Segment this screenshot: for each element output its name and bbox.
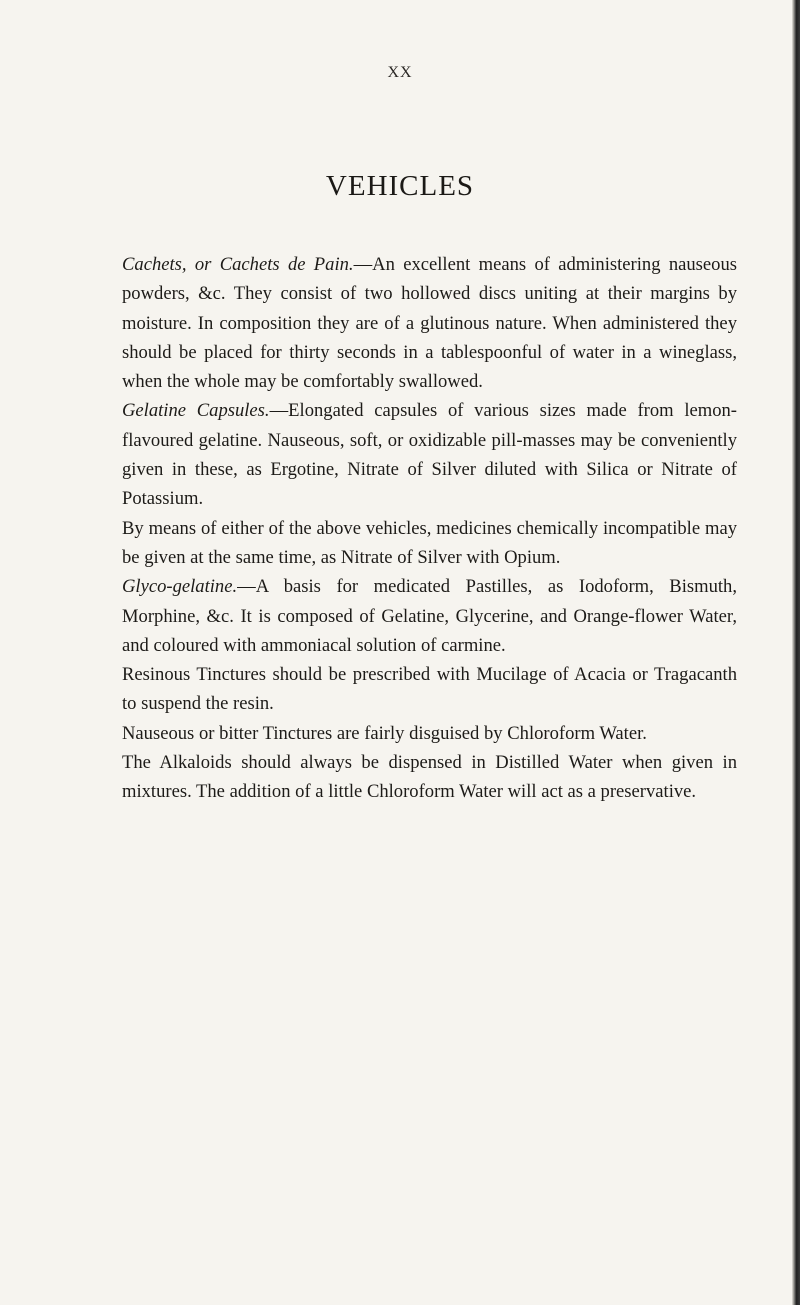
section-heading: VEHICLES (325, 170, 475, 202)
page-number: XX (387, 64, 413, 81)
paragraph-text: Nauseous or bitter Tinctures are fairly disguised by Chloroform Water. (122, 722, 647, 744)
page-edge-shadow (792, 0, 800, 1305)
paragraph-resinous-tinctures (122, 660, 737, 719)
paragraph-title: Glyco-gelatine. (122, 576, 238, 598)
paragraph-text: —A basis for medicated Pastilles, as Iodoform, Bismuth, Morphine, &c. It is composed of Gelatine, Glycerine, and Orange-flower Water, and coloured with ammoniacal solution of carmine. (122, 576, 737, 656)
paragraph-text: —Elongated capsules of various sizes made from lemon-flavoured gelatine. Nauseous, soft, or oxidizable pill-masses may be conveniently given in these, as Ergotine, Nitrate of Silver diluted with Silica or Nitrate of Potassium. (122, 400, 737, 510)
paragraph-title: Cachets, or Cachets de Pain. (122, 254, 354, 275)
paragraph-title: Gelatine Capsules. (122, 400, 270, 422)
paragraph-alkaloids (122, 748, 737, 807)
paragraph-text: —An excellent means of administering nauseous powders, &c. They consist of two hollowed discs uniting at their margins by moisture. In composition they are of a glutinous nature. When administered they should be placed for thirty seconds in a tablespoonful of water in a wineglass, when the whole may be comfortably swallowed. (122, 254, 737, 393)
paragraph-text: Resinous Tinctures should be prescribed with Mucilage of Acacia or Tragacanth to suspend the resin. (122, 664, 737, 715)
paragraph-nauseous-tinctures (122, 719, 737, 748)
paragraph-text: By means of either of the above vehicles, medicines chemically incompatible may be given at the same time, as Nitrate of Silver with Opium. (122, 517, 737, 568)
paragraph-incompatible-medicines (122, 514, 737, 573)
paragraph-glyco-gelatine (122, 572, 737, 660)
paragraph-cachets (122, 250, 737, 396)
body-text (122, 250, 737, 807)
paragraph-text: The Alkaloids should always be dispensed in Distilled Water when given in mixtures. The addition of a little Chloroform Water will act as a preservative. (122, 752, 737, 803)
paragraph-gelatine-capsules (122, 396, 737, 513)
